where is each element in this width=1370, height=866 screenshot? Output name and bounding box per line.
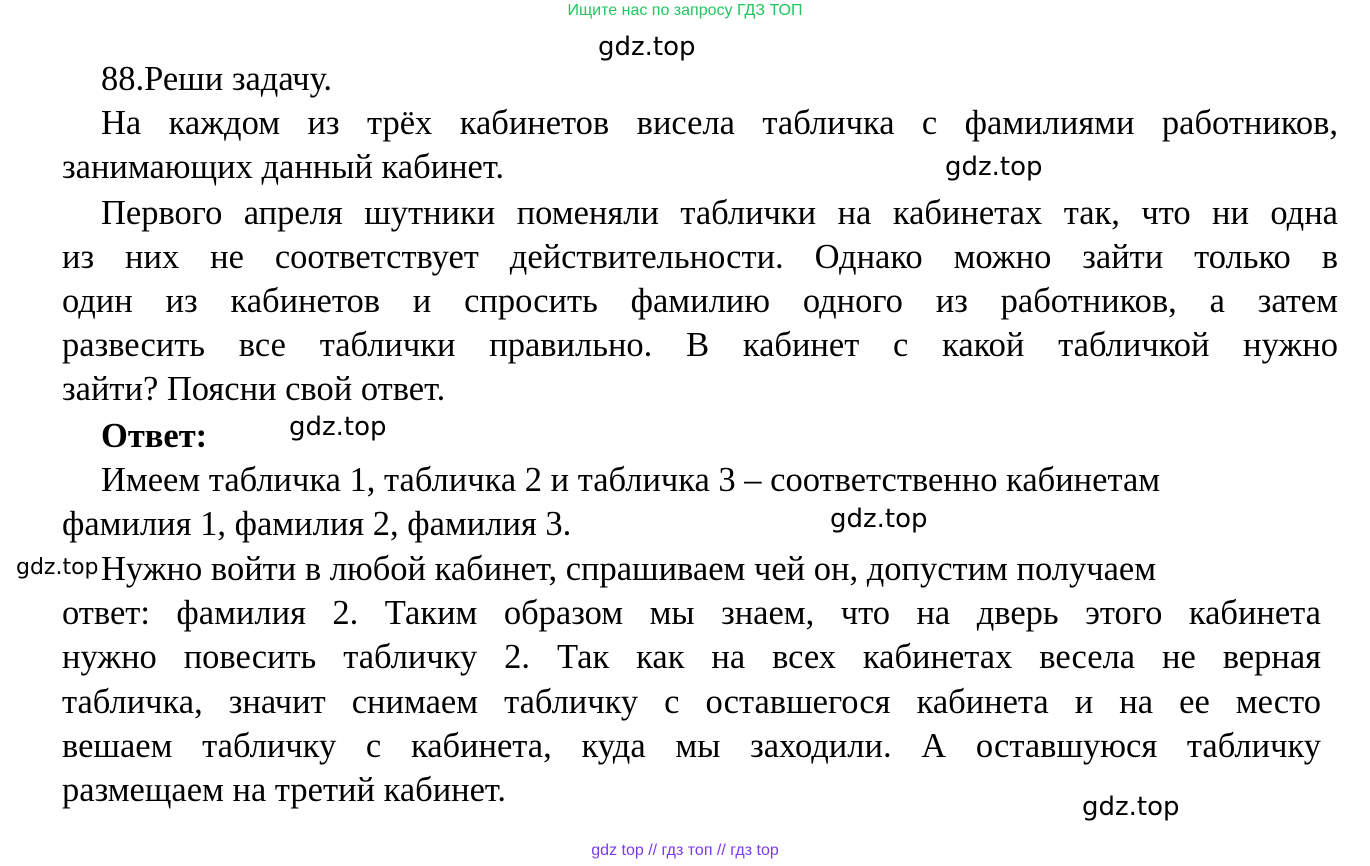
task-text-line: один из кабинетов и спросить фамилию одного из работников, а затем	[62, 284, 1338, 320]
task-title: 88.Реши задачу.	[101, 60, 333, 98]
answer-text-line: нужно повесить табличку 2. Так как на всех кабинетах весела не верная	[62, 640, 1321, 676]
answer-label: Ответ:	[101, 417, 208, 455]
watermark: gdz.top	[16, 555, 99, 580]
watermark: gdz.top	[945, 152, 1043, 182]
answer-text-line: Имеем табличка 1, табличка 2 и табличка 3 – соответственно кабинетам	[101, 461, 1161, 499]
answer-text-line: табличка, значит снимаем табличку с оставшегося кабинета и на ее место	[62, 685, 1321, 721]
answer-text-line: вешаем табличку с кабинета, куда мы заходили. А оставшуюся табличку	[62, 729, 1321, 765]
answer-text-line: фамилия 1, фамилия 2, фамилия 3.	[62, 505, 572, 543]
watermark: gdz.top	[598, 32, 696, 62]
task-text-line: Первого апреля шутники поменяли таблички на кабинетах так, что ни одна	[101, 196, 1338, 232]
task-text-line: развесить все таблички правильно. В кабинет с какой табличкой нужно	[62, 328, 1338, 364]
watermark: gdz.top	[830, 504, 928, 534]
footer-links[interactable]: gdz top // гдз топ // гдз top	[591, 842, 779, 859]
task-text-line: из них не соответствует действительности. Однако можно зайти только в	[62, 240, 1338, 276]
task-text-line: На каждом из трёх кабинетов висела табличка с фамилиями работников,	[101, 106, 1338, 142]
task-text-line: зайти? Поясни свой ответ.	[62, 370, 446, 408]
answer-text-line: Нужно войти в любой кабинет, спрашиваем чей он, допустим получаем	[101, 550, 1157, 588]
search-banner[interactable]: Ищите нас по запросу ГДЗ ТОП	[567, 2, 803, 19]
watermark: gdz.top	[1082, 792, 1180, 822]
answer-text-line: размещаем на третий кабинет.	[62, 771, 507, 809]
watermark: gdz.top	[289, 412, 387, 442]
task-text-line: занимающих данный кабинет.	[62, 148, 504, 186]
answer-text-line: ответ: фамилия 2. Таким образом мы знаем, что на дверь этого кабинета	[62, 596, 1321, 632]
